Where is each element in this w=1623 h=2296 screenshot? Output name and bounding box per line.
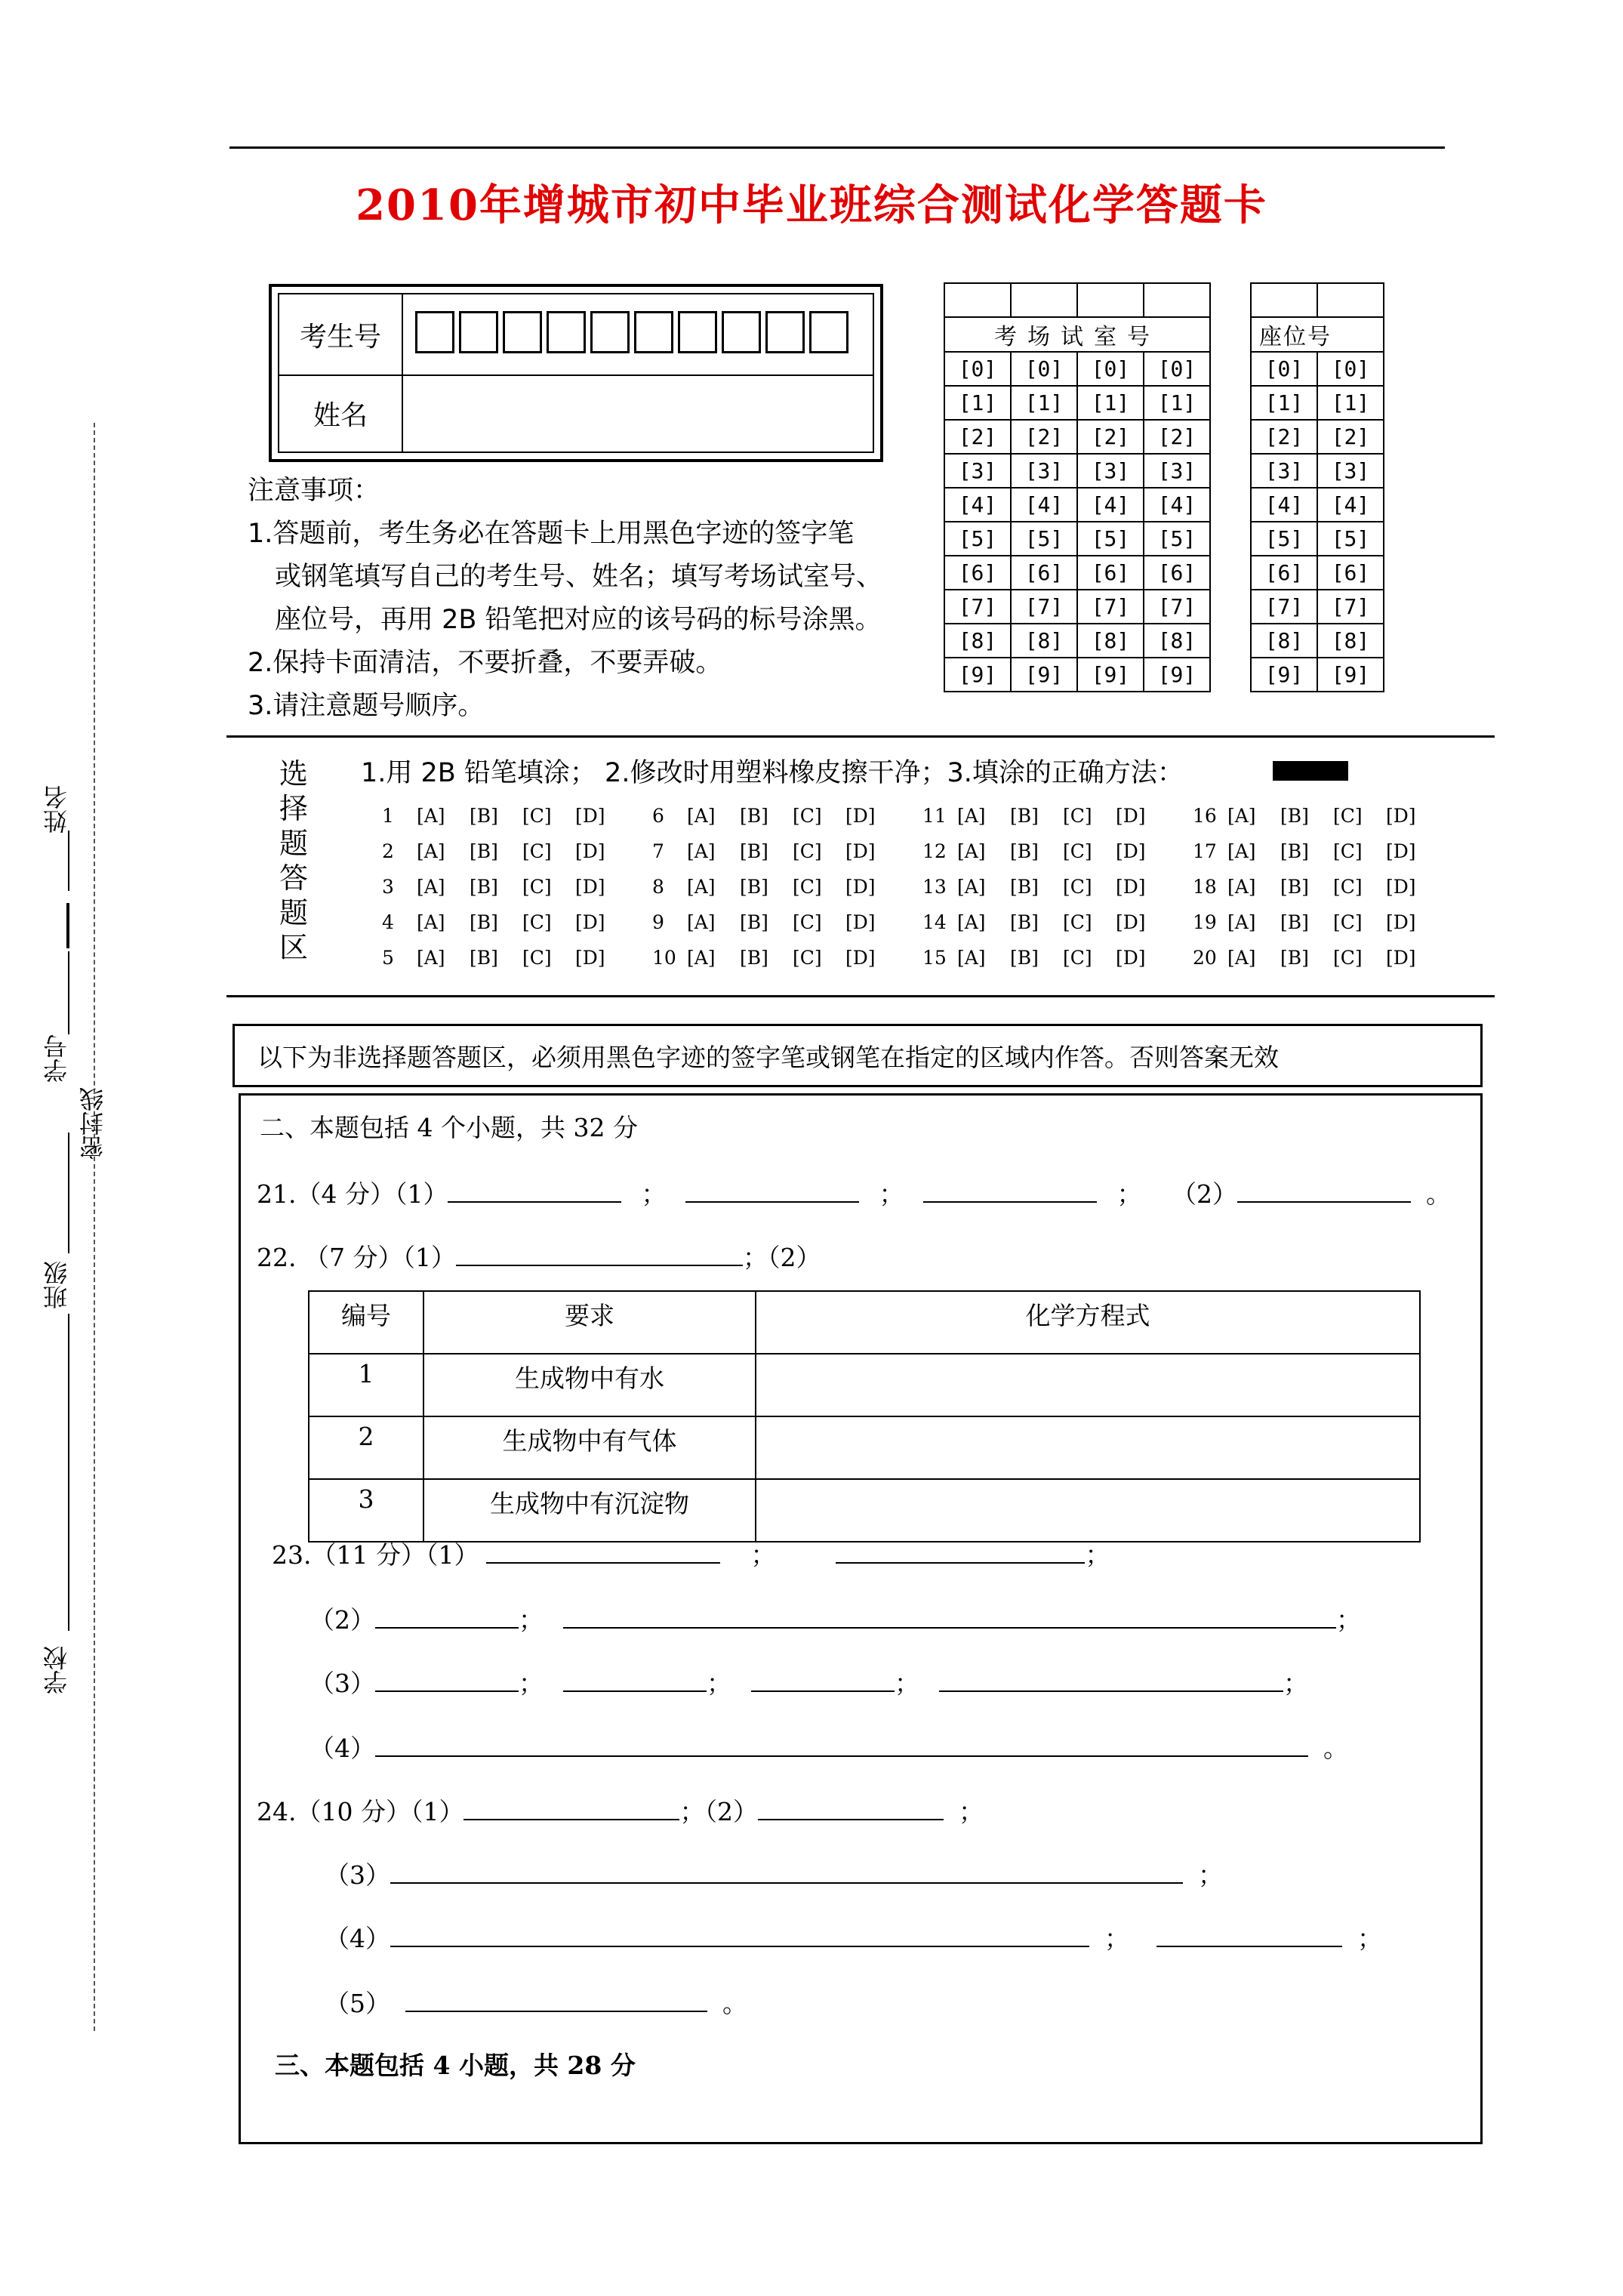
- mcq-side-char: 择: [279, 792, 308, 825]
- seat-bubble[interactable]: [7]: [1317, 590, 1384, 624]
- mcq-option-bubble[interactable]: [B]: [1280, 947, 1309, 969]
- section-rule: [226, 995, 1495, 997]
- row-no: 2: [309, 1416, 423, 1479]
- room-bubble[interactable]: [9]: [1144, 658, 1210, 692]
- mcq-option-bubble[interactable]: [A]: [687, 911, 716, 933]
- room-bubble[interactable]: [6]: [944, 556, 1011, 590]
- room-bubble[interactable]: [5]: [1011, 522, 1077, 556]
- mcq-question-number: 18: [1193, 876, 1217, 898]
- seat-digit-cell[interactable]: [1251, 283, 1317, 317]
- q22-blank[interactable]: [456, 1242, 743, 1266]
- q24-blank[interactable]: [390, 1860, 1183, 1884]
- mcq-option-bubble[interactable]: [D]: [1116, 805, 1146, 827]
- q24-part4: （4）: [325, 1924, 390, 1953]
- q23-sep: ；: [707, 1669, 731, 1698]
- mcq-question-number: 5: [382, 947, 394, 969]
- mcq-option-bubble[interactable]: [D]: [1116, 911, 1146, 933]
- mcq-option-bubble[interactable]: [D]: [845, 911, 876, 933]
- seat-bubble[interactable]: [3]: [1317, 454, 1384, 488]
- q24-1: [257, 1792, 984, 1828]
- mcq-side-label: [276, 757, 311, 965]
- seat-digit-cell[interactable]: [1317, 283, 1384, 317]
- mcq-option-bubble[interactable]: [A]: [1227, 805, 1256, 827]
- mcq-option-bubble[interactable]: [D]: [1116, 947, 1146, 969]
- q23-4: [310, 1729, 1348, 1764]
- q23-prefix: 23.（11 分）（1）: [272, 1540, 479, 1570]
- mcq-option-bubble[interactable]: [B]: [1010, 876, 1039, 898]
- q24-end: 。: [722, 1989, 747, 2018]
- seat-bubble[interactable]: [2]: [1317, 420, 1384, 454]
- q24-blank[interactable]: [1156, 1923, 1342, 1947]
- mcq-option-bubble[interactable]: [A]: [957, 911, 986, 933]
- room-bubble[interactable]: [7]: [1077, 590, 1144, 624]
- id-box: [269, 284, 883, 462]
- mcq-question-number: 4: [382, 911, 394, 933]
- seat-bubble[interactable]: [3]: [1251, 454, 1317, 488]
- mcq-option-bubble[interactable]: [B]: [1280, 805, 1309, 827]
- mcq-instruction: 1.用 2B 铅笔填涂； 2.修改时用塑料橡皮擦干净；3.填涂的正确方法：: [361, 758, 1184, 788]
- mcq-question-number: 9: [652, 911, 664, 933]
- filled-mark-example: [1273, 761, 1348, 781]
- mcq-question-number: 17: [1193, 840, 1217, 862]
- seat-bubble[interactable]: [1]: [1251, 386, 1317, 420]
- mcq-option-bubble[interactable]: [D]: [1386, 911, 1416, 933]
- section-rule: [226, 735, 1495, 738]
- mcq-question-number: 11: [922, 805, 947, 827]
- mcq-question-number: 14: [922, 911, 947, 933]
- mcq-option-bubble[interactable]: [C]: [793, 876, 822, 898]
- reaction-table: [308, 1290, 1421, 1542]
- seat-bubble[interactable]: [2]: [1251, 420, 1317, 454]
- row-requirement: 生成物中有水: [423, 1354, 756, 1416]
- mcq-option-bubble[interactable]: [A]: [417, 840, 445, 862]
- mcq-option-bubble[interactable]: [A]: [687, 947, 716, 969]
- q23-blank[interactable]: [836, 1539, 1085, 1564]
- row-no: 1: [309, 1354, 423, 1416]
- q24-part3: （3）: [325, 1860, 390, 1890]
- mcq-option-bubble[interactable]: [A]: [957, 876, 986, 898]
- mcq-option-bubble[interactable]: [C]: [1333, 911, 1363, 933]
- notes-line: 1.答题前，考生务必在答题卡上用黑色字迹的签字笔: [248, 519, 855, 549]
- room-bubble[interactable]: [3]: [944, 454, 1011, 488]
- room-bubble[interactable]: [2]: [1011, 420, 1077, 454]
- mcq-option-bubble[interactable]: [A]: [957, 805, 986, 827]
- row-no: 3: [309, 1479, 423, 1542]
- mcq-question-number: 15: [922, 947, 947, 969]
- mcq-option-bubble[interactable]: [C]: [522, 805, 552, 827]
- mcq-option-bubble[interactable]: [C]: [793, 805, 822, 827]
- mcq-option-bubble[interactable]: [A]: [687, 840, 716, 862]
- q24-prefix: 24.（10 分）（1）: [257, 1797, 464, 1826]
- mcq-option-bubble[interactable]: [D]: [1386, 947, 1416, 969]
- seat-bubble[interactable]: [0]: [1317, 352, 1384, 386]
- section3-heading: 三、本题包括 4 小题，共 28 分: [275, 2051, 636, 2080]
- room-bubble[interactable]: [2]: [944, 420, 1011, 454]
- room-bubble[interactable]: [4]: [1011, 488, 1077, 522]
- seat-bubble[interactable]: [5]: [1251, 522, 1317, 556]
- mcq-option-bubble[interactable]: [C]: [1063, 911, 1092, 933]
- mcq-option-bubble[interactable]: [A]: [687, 805, 716, 827]
- room-bubble[interactable]: [3]: [1011, 454, 1077, 488]
- mcq-option-bubble[interactable]: [D]: [845, 805, 876, 827]
- q24-blank[interactable]: [463, 1796, 679, 1820]
- mcq-option-bubble[interactable]: [D]: [575, 840, 605, 862]
- room-bubble[interactable]: [9]: [944, 658, 1011, 692]
- mcq-option-bubble[interactable]: [C]: [1333, 947, 1363, 969]
- room-bubble[interactable]: [6]: [1011, 556, 1077, 590]
- mcq-option-bubble[interactable]: [B]: [470, 911, 498, 933]
- q23-blank[interactable]: [486, 1539, 720, 1564]
- exam-no-cell[interactable]: [415, 311, 454, 353]
- q24-blank[interactable]: [390, 1923, 1089, 1947]
- q21-prefix: 21.（4 分）（1）: [257, 1179, 448, 1209]
- q24-part2: ；（2）: [679, 1797, 758, 1826]
- mcq-question-number: 2: [382, 840, 394, 862]
- q23-blank[interactable]: [563, 1668, 707, 1692]
- mcq-option-bubble[interactable]: [D]: [845, 876, 876, 898]
- seat-bubble[interactable]: [4]: [1251, 488, 1317, 522]
- mcq-question-number: 7: [652, 840, 664, 862]
- mcq-question-number: 6: [652, 805, 664, 827]
- seat-bubble[interactable]: [9]: [1317, 658, 1384, 692]
- mcq-question-number: 19: [1193, 911, 1217, 933]
- mcq-option-bubble[interactable]: [C]: [793, 947, 822, 969]
- room-bubble[interactable]: [1]: [944, 386, 1011, 420]
- room-bubble[interactable]: [0]: [944, 352, 1011, 386]
- q23-sep: ；: [519, 1605, 544, 1635]
- room-bubble[interactable]: [9]: [1077, 658, 1144, 692]
- equation-cell[interactable]: [756, 1354, 1420, 1416]
- equation-cell[interactable]: [756, 1479, 1420, 1542]
- exam-no-cell[interactable]: [765, 311, 805, 353]
- q23-part2: （2）: [310, 1605, 375, 1635]
- mcq-option-bubble[interactable]: [C]: [522, 840, 552, 862]
- seat-bubble[interactable]: [5]: [1317, 522, 1384, 556]
- room-bubble[interactable]: [0]: [1144, 352, 1210, 386]
- seat-bubble[interactable]: [4]: [1317, 488, 1384, 522]
- exam-no-label: 考生号: [279, 294, 403, 374]
- mcq-side-char: 答: [279, 861, 308, 895]
- q24-3: [325, 1856, 1223, 1891]
- mcq-option-bubble[interactable]: [D]: [1386, 840, 1416, 862]
- margin-blank-line: [68, 951, 69, 1034]
- q21-blank[interactable]: [685, 1179, 859, 1203]
- q23-1: [272, 1536, 1110, 1571]
- mcq-question-number: 13: [922, 876, 947, 898]
- margin-seal-label: 密封线: [79, 1087, 107, 1160]
- q23-sep: ；: [519, 1669, 544, 1698]
- q22-mid: ；（2）: [742, 1243, 821, 1272]
- mcq-question-number: 1: [382, 805, 394, 827]
- mcq-option-bubble[interactable]: [A]: [417, 947, 445, 969]
- q23-end: 。: [1323, 1734, 1348, 1763]
- q24-blank[interactable]: [758, 1796, 944, 1820]
- q23-part4: （4）: [310, 1734, 375, 1763]
- q22: [257, 1238, 821, 1274]
- mcq-option-bubble[interactable]: [B]: [1280, 911, 1309, 933]
- seat-table: [1250, 282, 1384, 692]
- notes-heading: 注意事项：: [248, 476, 380, 506]
- mcq-option-bubble[interactable]: [A]: [957, 947, 986, 969]
- mcq-option-bubble[interactable]: [B]: [740, 911, 768, 933]
- notes-line: 或钢笔填写自己的考生号、姓名；填写考场试室号、: [275, 562, 883, 592]
- mcq-option-bubble[interactable]: [C]: [1333, 840, 1363, 862]
- q24-sep: ；: [958, 1797, 984, 1826]
- q23-2: [310, 1601, 1361, 1636]
- mcq-question-number: 8: [652, 876, 664, 898]
- col-header: 编号: [309, 1291, 423, 1354]
- q21-blank[interactable]: [448, 1179, 621, 1203]
- mcq-option-bubble[interactable]: [B]: [1280, 876, 1309, 898]
- room-digit-cell[interactable]: [1144, 283, 1210, 317]
- mcq-option-bubble[interactable]: [B]: [470, 805, 498, 827]
- exam-no-cell[interactable]: [678, 311, 717, 353]
- room-bubble[interactable]: [5]: [944, 522, 1011, 556]
- q21-end: 。: [1425, 1179, 1451, 1209]
- room-bubble[interactable]: [6]: [1144, 556, 1210, 590]
- mcq-option-bubble[interactable]: [A]: [687, 876, 716, 898]
- room-bubble[interactable]: [7]: [1011, 590, 1077, 624]
- q23-sep: ；: [750, 1540, 776, 1570]
- seat-bubble[interactable]: [1]: [1317, 386, 1384, 420]
- q23-blank[interactable]: [375, 1668, 519, 1692]
- room-bubble[interactable]: [7]: [1144, 590, 1210, 624]
- mcq-side-char: 选: [279, 757, 308, 791]
- room-bubble[interactable]: [5]: [1144, 522, 1210, 556]
- mcq-question-number: 16: [1193, 805, 1217, 827]
- mcq-option-bubble[interactable]: [C]: [522, 947, 552, 969]
- mcq-option-bubble[interactable]: [B]: [740, 840, 768, 862]
- notes-line: 座位号，再用 2B 铅笔把对应的该号码的标号涂黑。: [275, 605, 882, 635]
- equation-cell[interactable]: [756, 1416, 1420, 1479]
- exam-no-cell[interactable]: [809, 311, 848, 353]
- mcq-option-bubble[interactable]: [D]: [845, 840, 876, 862]
- mcq-question-number: 20: [1193, 947, 1217, 969]
- mcq-option-bubble[interactable]: [A]: [417, 911, 445, 933]
- q23-sep: ；: [1336, 1605, 1361, 1635]
- mcq-option-bubble[interactable]: [B]: [1280, 840, 1309, 862]
- room-bubble[interactable]: [5]: [1077, 522, 1144, 556]
- mcq-option-bubble[interactable]: [B]: [740, 947, 768, 969]
- mcq-option-bubble[interactable]: [D]: [575, 805, 605, 827]
- q23-blank[interactable]: [375, 1733, 1308, 1757]
- room-bubble[interactable]: [7]: [944, 590, 1011, 624]
- mcq-option-bubble[interactable]: [C]: [1333, 876, 1363, 898]
- q23-sep: ；: [895, 1669, 919, 1698]
- seal-line: [94, 423, 95, 2031]
- mcq-option-bubble[interactable]: [A]: [957, 840, 986, 862]
- notes-line: 3.请注意题号顺序。: [248, 691, 485, 721]
- q24-part5: （5）: [325, 1989, 390, 2018]
- room-digit-cell[interactable]: [944, 283, 1011, 317]
- room-digit-cell[interactable]: [1011, 283, 1077, 317]
- room-bubble[interactable]: [0]: [1011, 352, 1077, 386]
- q24-sep: ；: [1104, 1924, 1129, 1953]
- margin-blank-line: [68, 1314, 69, 1631]
- q24-4: [325, 1919, 1382, 1955]
- q23-sep: ；: [1283, 1669, 1308, 1698]
- exam-no-cell[interactable]: [547, 311, 586, 353]
- room-bubble[interactable]: [4]: [944, 488, 1011, 522]
- seat-bubble[interactable]: [8]: [1251, 624, 1317, 658]
- margin-name-label: 姓名: [42, 785, 71, 834]
- name-field[interactable]: [403, 374, 873, 451]
- exam-no-cell[interactable]: [722, 311, 761, 353]
- mcq-option-bubble[interactable]: [B]: [470, 876, 498, 898]
- seat-bubble[interactable]: [6]: [1251, 556, 1317, 590]
- room-bubble[interactable]: [3]: [1144, 454, 1210, 488]
- mcq-side-char: 题: [279, 827, 308, 860]
- margin-blank-line: [68, 1133, 69, 1253]
- q21-blank[interactable]: [923, 1179, 1097, 1203]
- exam-no-cell[interactable]: [590, 311, 630, 353]
- seat-bubble[interactable]: [0]: [1251, 352, 1317, 386]
- name-label: 姓名: [279, 374, 403, 451]
- mcq-option-bubble[interactable]: [D]: [575, 911, 605, 933]
- mcq-option-bubble[interactable]: [D]: [845, 947, 876, 969]
- margin-blank-line: [68, 831, 69, 891]
- room-bubble[interactable]: [8]: [1077, 624, 1144, 658]
- mcq-option-bubble[interactable]: [C]: [1063, 805, 1092, 827]
- mcq-option-bubble[interactable]: [C]: [1063, 947, 1092, 969]
- room-bubble[interactable]: [4]: [1144, 488, 1210, 522]
- q21-sep: ；: [879, 1179, 904, 1209]
- mcq-option-bubble[interactable]: [D]: [1116, 840, 1146, 862]
- room-caption: 考场试室号: [944, 317, 1210, 352]
- seat-bubble[interactable]: [9]: [1251, 658, 1317, 692]
- q21-sep: ；: [1116, 1179, 1142, 1209]
- col-header: 化学方程式: [756, 1291, 1420, 1354]
- mcq-option-bubble[interactable]: [B]: [1010, 805, 1039, 827]
- q23-blank[interactable]: [375, 1604, 519, 1629]
- room-digit-cell[interactable]: [1077, 283, 1144, 317]
- mcq-question-number: 10: [652, 947, 676, 969]
- room-bubble[interactable]: [9]: [1011, 658, 1077, 692]
- mcq-option-bubble[interactable]: [B]: [740, 805, 768, 827]
- seat-bubble[interactable]: [6]: [1317, 556, 1384, 590]
- room-bubble[interactable]: [1]: [1011, 386, 1077, 420]
- margin-class-label: 班级: [42, 1261, 71, 1309]
- q21-sep: ；: [641, 1179, 667, 1209]
- margin-rule: [66, 903, 69, 948]
- mcq-option-bubble[interactable]: [B]: [1010, 947, 1039, 969]
- mcq-option-bubble[interactable]: [B]: [470, 947, 498, 969]
- room-bubble[interactable]: [2]: [1144, 420, 1210, 454]
- room-bubble[interactable]: [3]: [1077, 454, 1144, 488]
- row-requirement: 生成物中有沉淀物: [423, 1479, 756, 1542]
- q21-blank[interactable]: [1237, 1179, 1411, 1203]
- mcq-option-bubble[interactable]: [A]: [1227, 840, 1256, 862]
- mcq-option-bubble[interactable]: [A]: [417, 876, 445, 898]
- q23-blank[interactable]: [751, 1668, 895, 1692]
- mcq-option-bubble[interactable]: [D]: [1386, 876, 1416, 898]
- mcq-option-bubble[interactable]: [C]: [522, 876, 552, 898]
- mcq-option-bubble[interactable]: [A]: [1227, 876, 1256, 898]
- q24-sep: ；: [1357, 1924, 1382, 1953]
- seat-bubble[interactable]: [7]: [1251, 590, 1317, 624]
- q21: [257, 1175, 1451, 1210]
- exam-no-cell[interactable]: [503, 311, 542, 353]
- exam-room-table: [944, 282, 1211, 692]
- page-title: 2010年增城市初中毕业班综合测试化学答题卡: [356, 180, 1267, 230]
- mcq-option-bubble[interactable]: [C]: [522, 911, 552, 933]
- margin-student-no-label: 学号: [42, 1034, 71, 1083]
- mcq-option-bubble[interactable]: [B]: [470, 840, 498, 862]
- q23-3: [310, 1664, 1308, 1700]
- exam-no-cells: [415, 311, 848, 353]
- mcq-option-bubble[interactable]: [D]: [1386, 805, 1416, 827]
- mcq-option-bubble[interactable]: [D]: [575, 947, 605, 969]
- mcq-option-bubble[interactable]: [B]: [1010, 911, 1039, 933]
- row-requirement: 生成物中有气体: [423, 1416, 756, 1479]
- room-bubble[interactable]: [8]: [944, 624, 1011, 658]
- room-bubble[interactable]: [1]: [1077, 386, 1144, 420]
- room-bubble[interactable]: [4]: [1077, 488, 1144, 522]
- room-bubble[interactable]: [1]: [1144, 386, 1210, 420]
- room-bubble[interactable]: [8]: [1011, 624, 1077, 658]
- mcq-option-bubble[interactable]: [A]: [1227, 911, 1256, 933]
- q21-part2: （2）: [1184, 1179, 1237, 1209]
- room-bubble[interactable]: [6]: [1077, 556, 1144, 590]
- q24-5: [325, 1984, 747, 2020]
- mcq-question-number: 12: [922, 840, 947, 862]
- q23-blank[interactable]: [563, 1604, 1336, 1629]
- mcq-side-char: 题: [279, 896, 308, 929]
- mcq-option-bubble[interactable]: [C]: [793, 911, 822, 933]
- q22-prefix: 22. （7 分）（1）: [257, 1243, 456, 1272]
- q24-blank[interactable]: [405, 1988, 707, 2012]
- mcq-option-bubble[interactable]: [D]: [1116, 876, 1146, 898]
- notice-box: 以下为非选择题答题区，必须用黑色字迹的签字笔或钢笔在指定的区域内作答。否则答案无效: [233, 1024, 1483, 1087]
- mcq-option-bubble[interactable]: [A]: [417, 805, 445, 827]
- margin-school-label: 学校: [42, 1646, 71, 1694]
- mcq-option-bubble[interactable]: [B]: [740, 876, 768, 898]
- top-rule: [229, 146, 1445, 149]
- room-bubble[interactable]: [8]: [1144, 624, 1210, 658]
- q23-part3: （3）: [310, 1669, 375, 1698]
- section2-heading: 二、本题包括 4 个小题，共 32 分: [260, 1113, 638, 1142]
- notes: [248, 470, 882, 728]
- mcq-question-number: 3: [382, 876, 394, 898]
- mcq-option-bubble[interactable]: [C]: [793, 840, 822, 862]
- mcq-side-char: 区: [279, 931, 308, 964]
- room-bubble[interactable]: [0]: [1077, 352, 1144, 386]
- q23-blank[interactable]: [939, 1668, 1283, 1692]
- seat-caption: 座位号: [1251, 317, 1384, 352]
- room-bubble[interactable]: [2]: [1077, 420, 1144, 454]
- mcq-option-bubble[interactable]: [D]: [575, 876, 605, 898]
- exam-no-cell[interactable]: [459, 311, 498, 353]
- q23-sep: ；: [1085, 1540, 1110, 1570]
- q24-sep: ；: [1198, 1860, 1223, 1890]
- mcq-option-bubble[interactable]: [B]: [1010, 840, 1039, 862]
- col-header: 要求: [423, 1291, 756, 1354]
- seat-bubble[interactable]: [8]: [1317, 624, 1384, 658]
- mcq-option-bubble[interactable]: [C]: [1063, 840, 1092, 862]
- mcq-option-bubble[interactable]: [C]: [1063, 876, 1092, 898]
- exam-no-cell[interactable]: [634, 311, 673, 353]
- notes-line: 2.保持卡面清洁，不要折叠，不要弄破。: [248, 648, 722, 678]
- mcq-option-bubble[interactable]: [C]: [1333, 805, 1363, 827]
- mcq-option-bubble[interactable]: [A]: [1227, 947, 1256, 969]
